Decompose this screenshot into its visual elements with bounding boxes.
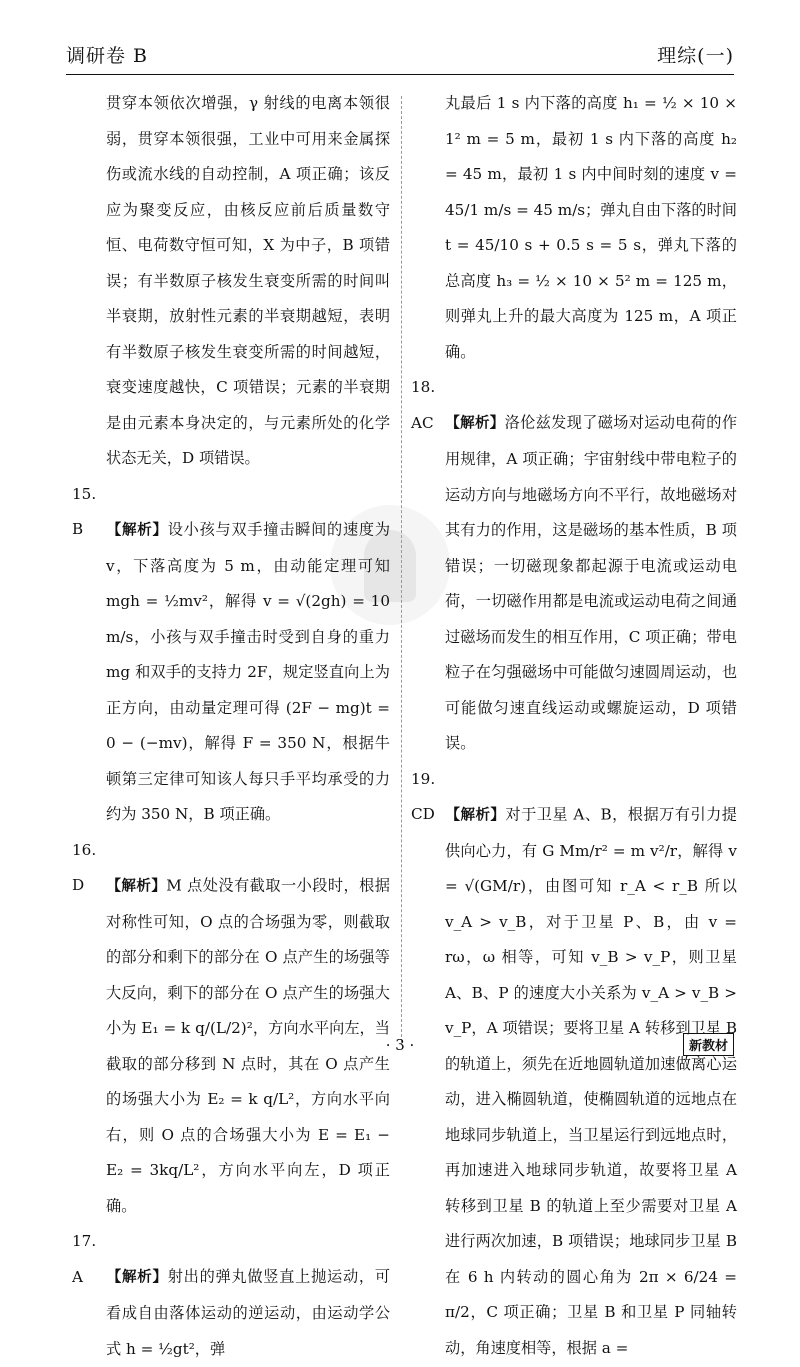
answer-text: 设小孩与双手撞击瞬间的速度为 v，下落高度为 5 m，由动能定理可知 mgh = ½mv²，解得 v = √(2gh) = 10 m/s，小孩与双手撞击时受到自身的重力 mg 和双手的支持力 2F，规定竖直向上为正方向，由动量定理可得 (2F − mg)t = 0 − (−mv)，解得 F = 350 N，根据牛顿第三定律可知该人每只手平均承受的力约为 350 N，B 项正确。 (106, 520, 391, 823)
answer-text: 对于卫星 A、B，根据万有引力提供向心力，有 G Mm/r² = m v²/r，解得 v = √(GM/r)，由图可知 r_A < r_B 所以 v_A > v_B，对于卫星 P、B，由 v = rω，ω 相等，可知 v_B > v_P，则卫星 A、B、P 的速度大小关系为 v_A > v_B > v_P，A 项错误；要将卫星 A 转移到卫星 B 的轨道上，须先在近地圆轨道加速做离心运动，进入椭圆轨道，使椭圆轨道的远地点在地球同步轨道上，当卫星运行到远地点时，再加速进入地球同步轨道，故要将卫星 A 转移到卫星 B 的轨道上至少需要对卫星 A 进行两次加速，B 项错误；地球同步卫星 B 在 6 h 内转动的圆心角为 2π × 6/24 = π/2，C 项正确；卫星 B 和卫星 P 同轴转动，角速度相等，根据 a = (445, 805, 737, 1357)
right-column (411, 86, 737, 1366)
analysis-tag: 【解析】 (445, 415, 505, 432)
header-left-title: 调研卷 B (66, 45, 149, 67)
question-19 (411, 762, 737, 1367)
question-16 (72, 833, 390, 1225)
analysis-tag: 【解析】 (106, 1269, 168, 1286)
question-number: 17. A (72, 1232, 97, 1286)
paragraph-continuation: 丸最后 1 s 内下落的高度 h₁ = ½ × 10 × 1² m = 5 m，最初 1 s 内下落的高度 h₂ = 45 m，最初 1 s 内中间时刻的速度 v = 45/1 m/s = 45 m/s；弹丸自由下落的时间 t = 45/10 s + 0.5 s = 5 s，弹丸下落的总高度 h₃ = ½ × 10 × 5² m = 125 m，则弹丸上升的最大高度为 125 m，A 项正确。 (445, 94, 737, 361)
answer-text: M 点处没有截取一小段时，根据对称性可知，O 点的合场强为零，则截取的部分和剩下的部分在 O 点产生的场强等大反向，剩下的部分在 O 点产生的场强大小为 E₁ = k q/(L/2)²，方向水平向左，当截取的部分移到 N 点时，其在 O 点产生的场强大小为 E₂ = k q/L²，方向水平向右，则 O 点的合场强大小为 E = E₁ − E₂ = 3kq/L²，方向水平向左，D 项正确。 (106, 876, 390, 1215)
question-number: 16. D (72, 840, 97, 894)
question-number: 19. CD (411, 769, 436, 823)
left-column (72, 86, 390, 1367)
answer-text: 射出的弹丸做竖直上抛运动，可看成自由落体运动的逆运动，由运动学公式 h = ½gt²，弹 (106, 1267, 391, 1358)
edition-badge: 新教材 (683, 1033, 734, 1056)
column-divider (401, 96, 402, 1042)
question-number: 15. B (72, 484, 97, 538)
analysis-tag: 【解析】 (106, 878, 167, 894)
question-15 (72, 477, 390, 833)
page-header (66, 40, 734, 75)
question-number: 18. AC (411, 378, 436, 432)
header-right-title: 理综(一) (657, 45, 734, 67)
answer-text: 洛伦兹发现了磁场对运动电荷的作用规律，A 项正确；宇宙射线中带电粒子的运动方向与地磁场方向不平行，故地磁场对其有力的作用，这是磁场的基本性质，B 项错误；一切磁现象都起源于电流或运动电荷，一切磁作用都是电流或运动电荷之间通过磁场而发生的相互作用，C 项正确；带电粒子在匀强磁场中可能做匀速圆周运动，也可能做匀速直线运动或螺旋运动，D 项错误。 (445, 413, 738, 752)
page-number: · 3 · (385, 1036, 415, 1054)
question-18 (411, 370, 737, 762)
analysis-tag: 【解析】 (445, 807, 506, 823)
analysis-tag: 【解析】 (106, 522, 168, 538)
paragraph-continuation: 贯穿本领依次增强，γ 射线的电离本领很弱，贯穿本领很强，工业中可用来金属探伤或流水线的自动控制，A 项正确；该反应为聚变反应，由核反应前后质量数守恒、电荷数守恒可知，X 为中子，B 项错误；有半数原子核发生衰变所需的时间叫半衰期，放射性元素的半衰期越短，表明有半数原子核发生衰变所需的时间越短，衰变速度越快，C 项错误；元素的半衰期是由元素本身决定的，与元素所处的化学状态无关，D 项错误。 (106, 94, 390, 467)
question-17 (72, 1224, 390, 1367)
